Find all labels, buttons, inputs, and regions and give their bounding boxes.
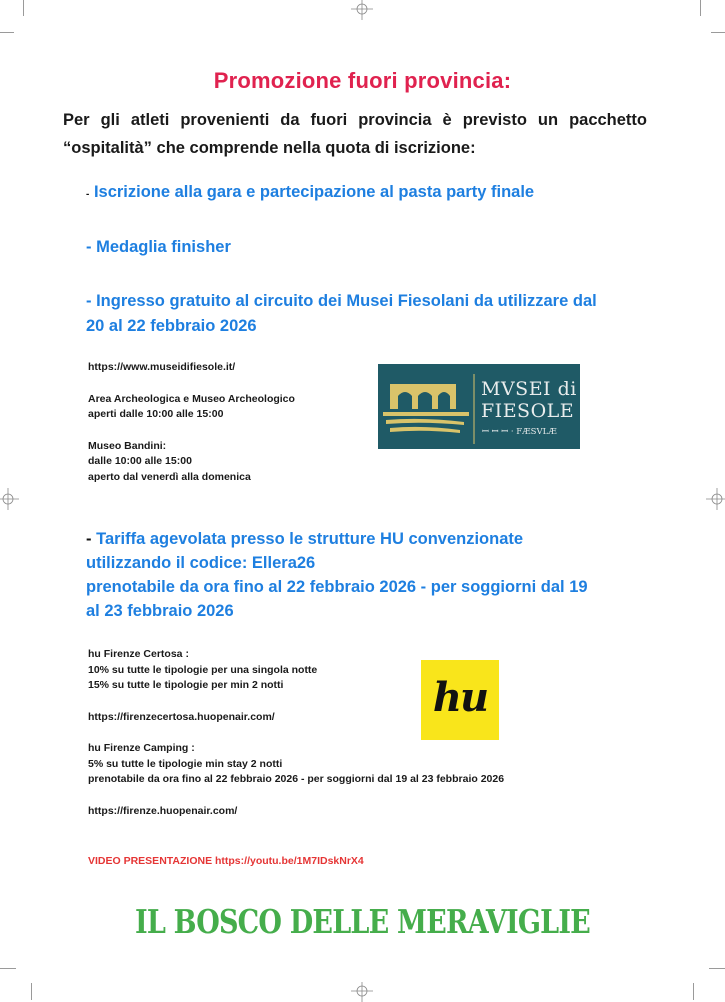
certosa-offer: 15% su tutte le tipologie per min 2 notti [88, 679, 284, 691]
item-text: utilizzando il codice: Ellera26 [86, 554, 316, 572]
item-text: Iscrizione alla gara e partecipazione al pasta party finale [93, 183, 535, 201]
crop-mark [709, 968, 725, 969]
logo-line: ꟷ ꟷ ꟷ · FÆSVLÆ [482, 427, 557, 437]
intro-line: “ospitalità” che comprende nella quota di iscrizione: [63, 139, 476, 157]
area-title: Area Archeologica e Museo Archeologico [88, 392, 295, 405]
museum-info [88, 360, 295, 485]
item-text: Ingresso gratuito al circuito dei Musei Fiesolani da utilizzare dal [96, 292, 597, 310]
crop-mark [23, 0, 24, 16]
bullet-dash: - [86, 238, 92, 256]
crop-mark [0, 968, 16, 969]
hu-certosa-info [88, 647, 317, 725]
bullet-dash: - [86, 530, 92, 548]
camping-booking: prenotabile da ora fino al 22 febbraio 2026 - per soggiorni dal 19 al 23 febbraio 2026 [88, 773, 505, 785]
page-title: Promozione fuori provincia: [213, 68, 512, 93]
item-text: 20 al 22 febbraio 2026 [86, 317, 257, 335]
crop-mark [0, 32, 14, 33]
event-name-title: IL BOSCO DELLE MERAVIGLIE [135, 902, 590, 941]
registration-mark-icon [706, 488, 725, 510]
list-item-medal [86, 235, 231, 259]
crop-mark [700, 0, 701, 16]
bandini-days: aperto dal venerdì alla domenica [88, 470, 251, 483]
crop-mark [711, 32, 725, 33]
intro-line: Per gli atleti provenienti da fuori provincia è previsto un pacchetto [63, 111, 647, 129]
logo-line: FIESOLE [481, 400, 575, 422]
video-presentation-link[interactable]: VIDEO PRESENTAZIONE https://youtu.be/1M7IDskNrX4 [88, 855, 364, 867]
intro-paragraph [63, 106, 647, 162]
certosa-url-link[interactable]: https://firenzecertosa.huopenair.com/ [88, 710, 275, 723]
list-item-hu-rates [86, 527, 588, 623]
certosa-title: hu Firenze Certosa : [88, 648, 189, 660]
item-text: prenotabile da ora fino al 22 febbraio 2026 - per soggiorni dal 19 [86, 578, 588, 596]
crop-mark [31, 983, 32, 1000]
camping-title: hu Firenze Camping : [88, 742, 195, 754]
certosa-offer: 10% su tutte le tipologie per una singola notte [88, 663, 318, 676]
item-text: Medaglia finisher [96, 238, 231, 256]
musei-di-fiesole-logo [378, 364, 580, 449]
list-item-museums [86, 289, 597, 339]
area-hours: aperti dalle 10:00 alle 15:00 [88, 408, 224, 420]
bullet-dash: - [86, 189, 90, 200]
hu-logo [421, 660, 499, 740]
bullet-dash: - [86, 292, 92, 310]
item-text: Tariffa agevolata presso le strutture HU convenzionate [96, 530, 524, 548]
bandini-hours: dalle 10:00 alle 15:00 [88, 455, 192, 467]
museum-url-link[interactable]: https://www.museidifiesole.it/ [88, 361, 236, 373]
hu-logo-text: hu [432, 674, 488, 721]
hu-camping-info [88, 741, 504, 819]
registration-mark-icon [351, 980, 373, 1002]
camping-offer: 5% su tutte le tipologie min stay 2 notti [88, 757, 283, 770]
camping-url-link[interactable]: https://firenze.huopenair.com/ [88, 804, 238, 817]
registration-mark-icon [351, 0, 373, 22]
registration-mark-icon [0, 488, 19, 510]
bandini-title: Museo Bandini: [88, 439, 167, 452]
list-item-registration [86, 180, 534, 207]
item-text: al 23 febbraio 2026 [86, 602, 234, 620]
logo-line: MVSEI di [481, 378, 577, 400]
crop-mark [693, 983, 694, 1000]
